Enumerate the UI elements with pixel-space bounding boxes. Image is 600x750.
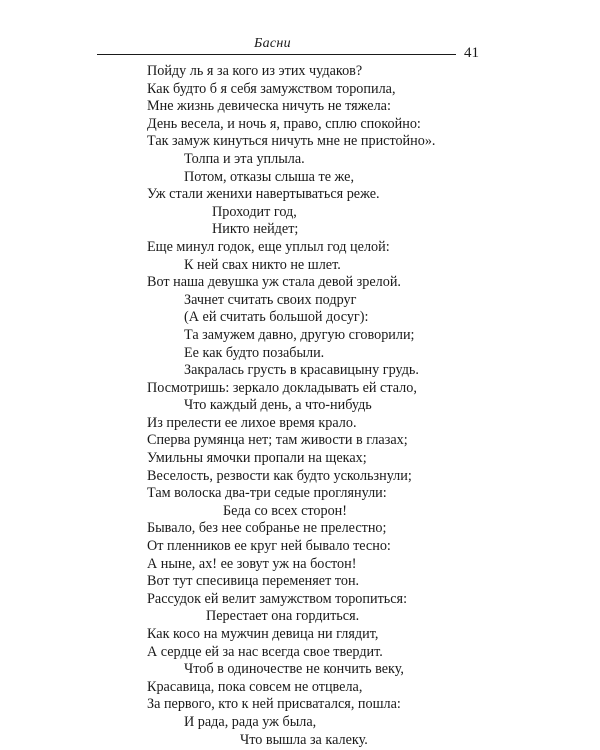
poem-line: Так замуж кинуться ничуть мне не пристойно». bbox=[147, 133, 436, 150]
poem-line: К ней свах никто не шлет. bbox=[184, 256, 341, 273]
poem-line: Бывало, без нее собранье не прелестно; bbox=[147, 520, 387, 537]
poem-line: Проходит год, bbox=[212, 203, 297, 220]
poem-line: Вот наша девушка уж стала девой зрелой. bbox=[147, 274, 401, 291]
poem-line: Веселость, резвости как будто ускользнули; bbox=[147, 467, 412, 484]
running-head bbox=[0, 36, 600, 61]
running-title: Басни bbox=[254, 36, 291, 51]
poem-line: Уж стали женихи навертываться реже. bbox=[147, 186, 380, 203]
poem-line: Потом, отказы слыша те же, bbox=[184, 168, 355, 185]
poem-line: И рада, рада уж была, bbox=[184, 713, 317, 730]
poem-line: Ее как будто позабыли. bbox=[184, 344, 325, 361]
poem-line: Та замужем давно, другую сговорили; bbox=[184, 326, 415, 343]
poem-line: Вот тут спесивица переменяет тон. bbox=[147, 573, 360, 590]
poem-line: (А ей считать большой досуг): bbox=[184, 309, 369, 326]
poem-line: Там волоска два-три седые проглянули: bbox=[147, 485, 387, 502]
poem-line: Пойду ль я за кого из этих чудаков? bbox=[147, 63, 363, 79]
poem-line: Красавица, пока совсем не отцвела, bbox=[147, 678, 363, 695]
poem-line: А ныне, ах! ее зовут уж на бостон! bbox=[147, 555, 357, 572]
header-rule bbox=[97, 54, 456, 55]
poem-line: Как косо на мужчин девица ни глядит, bbox=[147, 626, 379, 642]
poem-line: От пленников ее круг ней бывало тесно: bbox=[147, 538, 391, 555]
page-number: 41 bbox=[464, 45, 479, 61]
poem-body bbox=[0, 63, 600, 749]
poem-line: За первого, кто к ней присватался, пошла: bbox=[147, 696, 401, 713]
poem-line: Сперва румянца нет; там живости в глазах; bbox=[147, 432, 408, 449]
poem-line: Зачнет считать своих подруг bbox=[184, 291, 357, 308]
poem-line: Что вышла за калеку. bbox=[240, 731, 368, 748]
poem-line: Что каждый день, а что-нибудь bbox=[184, 397, 372, 414]
poem-line: День весела, и ночь я, право, сплю спокойно: bbox=[147, 115, 421, 132]
poem-line: Рассудок ей велит замужством торопиться: bbox=[147, 590, 408, 607]
poem-line: Мне жизнь девическа ничуть не тяжела: bbox=[147, 98, 391, 115]
poem-line: Никто нейдет; bbox=[212, 221, 299, 238]
poem-line: Еще минул годок, еще уплыл год целой: bbox=[147, 238, 390, 255]
poem-line: Толпа и эта уплыла. bbox=[184, 150, 305, 167]
poem-line: А сердце ей за нас всегда свое твердит. bbox=[147, 643, 383, 660]
poem-line: Перестает она гордиться. bbox=[206, 608, 360, 625]
poem-line: Посмотришь: зеркало докладывать ей стало, bbox=[147, 379, 417, 396]
poem-line: Из прелести ее лихое время крало. bbox=[147, 414, 357, 431]
poem-line: Закралась грусть в красавицыну грудь. bbox=[184, 362, 419, 379]
poem-line: Чтоб в одиночестве не кончить веку, bbox=[184, 661, 404, 678]
poem-line: Умильны ямочки пропали на щеках; bbox=[147, 450, 367, 467]
poem-line: Беда со всех сторон! bbox=[223, 502, 348, 519]
poem-line: Как будто б я себя замужством торопила, bbox=[147, 80, 396, 97]
